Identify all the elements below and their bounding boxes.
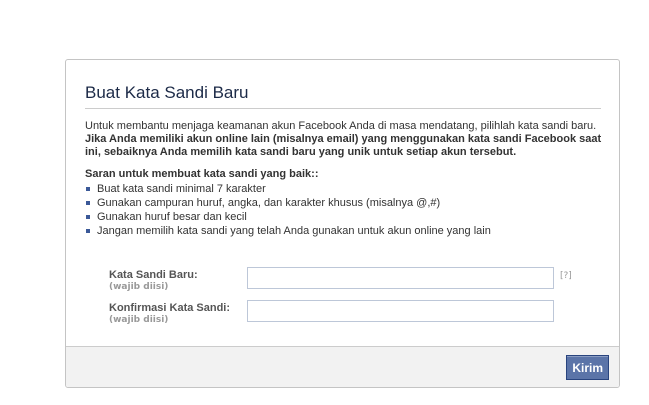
confirm-password-input[interactable] — [247, 300, 554, 322]
intro-text — [85, 120, 605, 159]
title-divider — [85, 108, 601, 109]
tip-text: Gunakan campuran huruf, angka, dan karakter khusus (misalnya @,#) — [97, 197, 441, 209]
new-password-input[interactable] — [247, 267, 554, 289]
tip-text: Buat kata sandi minimal 7 karakter — [97, 183, 266, 195]
tip-text: Gunakan huruf besar dan kecil — [97, 211, 247, 223]
dialog-content — [85, 120, 605, 238]
tip-text: Jangan memilih kata sandi yang telah Anda gunakan untuk akun online yang lain — [97, 225, 491, 237]
list-item — [85, 224, 605, 238]
new-password-label: Kata Sandi Baru: — [109, 269, 198, 281]
list-item — [85, 182, 605, 196]
dialog-footer — [66, 346, 619, 387]
list-item — [85, 196, 605, 210]
tips-list — [85, 182, 605, 238]
confirm-password-required-note: (wajib diisi) — [109, 315, 169, 325]
intro-bold-text: Jika Anda memiliki akun online lain (misalnya email) yang menggunakan kata sandi Facebook saat ini, sebaiknya Anda memilih kata sandi baru yang unik untuk setiap akun tersebut. — [85, 133, 602, 158]
intro-normal-text: Untuk membantu menjaga keamanan akun Facebook Anda di masa mendatang, pilihlah kata sandi baru. — [85, 120, 597, 132]
bullet-icon — [86, 201, 90, 205]
confirm-password-label: Konfirmasi Kata Sandi: — [109, 302, 231, 314]
new-password-required-note: (wajib diisi) — [109, 282, 169, 292]
help-link[interactable]: [?] — [560, 271, 572, 281]
bullet-icon — [86, 187, 90, 191]
change-password-dialog — [65, 59, 620, 388]
list-item — [85, 210, 605, 224]
dialog-title: Buat Kata Sandi Baru — [85, 83, 249, 102]
submit-button[interactable]: Kirim — [566, 355, 609, 380]
bullet-icon — [86, 229, 90, 233]
bullet-icon — [86, 215, 90, 219]
tips-heading: Saran untuk membuat kata sandi yang baik:: — [85, 168, 319, 180]
